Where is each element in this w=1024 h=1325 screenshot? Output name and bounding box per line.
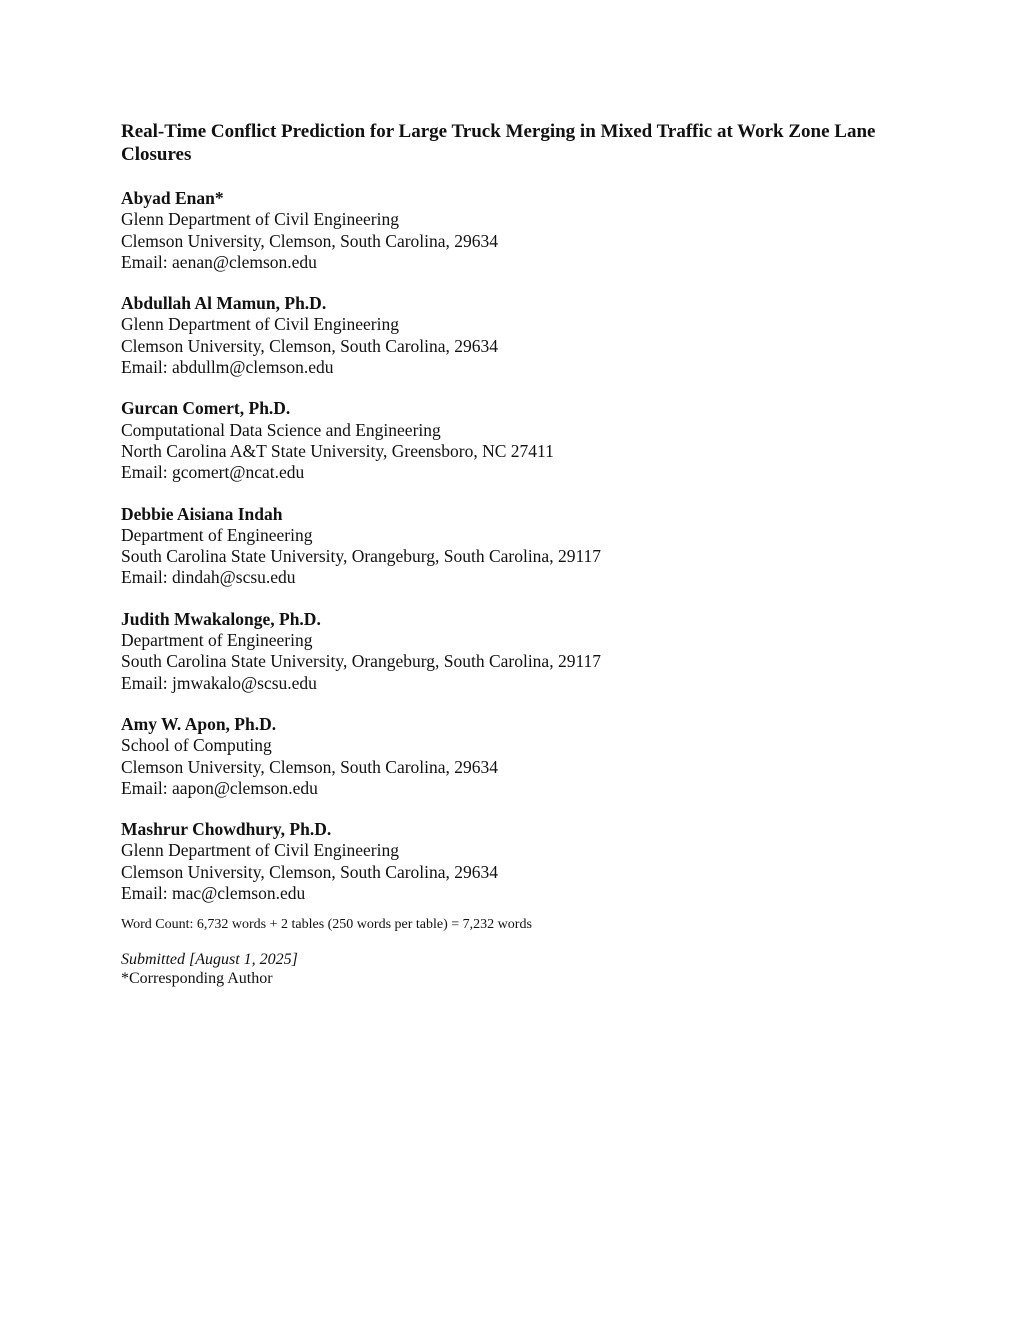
author-department: School of Computing xyxy=(121,735,272,756)
author-email: Email: gcomert@ncat.edu xyxy=(121,462,305,483)
author-block xyxy=(121,188,901,273)
corresponding-author-note: *Corresponding Author xyxy=(121,970,273,988)
paper-title: Real-Time Conflict Prediction for Large Truck Merging in Mixed Traffic at Work Zone Lane Closures xyxy=(121,121,876,165)
author-email: Email: mac@clemson.edu xyxy=(121,883,306,904)
paper-page xyxy=(121,120,901,989)
author-name: Judith Mwakalonge, Ph.D. xyxy=(121,608,321,629)
author-block xyxy=(121,714,901,799)
author-name: Debbie Aisiana Indah xyxy=(121,503,283,524)
author-block xyxy=(121,504,901,589)
author-name: Amy W. Apon, Ph.D. xyxy=(121,713,277,734)
author-department: Computational Data Science and Engineering xyxy=(121,419,441,440)
author-department: Department of Engineering xyxy=(121,630,313,651)
author-institution: Clemson University, Clemson, South Carolina, 29634 xyxy=(121,230,499,251)
author-block xyxy=(121,293,901,378)
author-institution: South Carolina State University, Orangeburg, South Carolina, 29117 xyxy=(121,651,602,672)
author-institution: South Carolina State University, Orangeburg, South Carolina, 29117 xyxy=(121,546,602,567)
author-department: Department of Engineering xyxy=(121,524,313,545)
word-count: Word Count: 6,732 words + 2 tables (250 words per table) = 7,232 words xyxy=(121,917,532,933)
author-name: Mashrur Chowdhury, Ph.D. xyxy=(121,819,332,840)
author-email: Email: dindah@scsu.edu xyxy=(121,567,296,588)
author-block xyxy=(121,609,901,694)
author-department: Glenn Department of Civil Engineering xyxy=(121,840,399,861)
author-block xyxy=(121,819,901,904)
author-block xyxy=(121,398,901,483)
author-email: Email: abdullm@clemson.edu xyxy=(121,357,334,378)
author-name: Abdullah Al Mamun, Ph.D. xyxy=(121,293,327,314)
author-institution: Clemson University, Clemson, South Carolina, 29634 xyxy=(121,861,499,882)
author-name: Abyad Enan* xyxy=(121,188,224,208)
author-department: Glenn Department of Civil Engineering xyxy=(121,209,399,230)
author-email: Email: jmwakalo@scsu.edu xyxy=(121,672,317,693)
author-email: Email: aenan@clemson.edu xyxy=(121,251,317,272)
submitted-date: Submitted [August 1, 2025] xyxy=(121,951,298,969)
author-institution: North Carolina A&T State University, Greensboro, NC 27411 xyxy=(121,440,554,461)
author-email: Email: aapon@clemson.edu xyxy=(121,777,318,798)
author-department: Glenn Department of Civil Engineering xyxy=(121,314,399,335)
author-name: Gurcan Comert, Ph.D. xyxy=(121,398,291,419)
author-institution: Clemson University, Clemson, South Carolina, 29634 xyxy=(121,335,499,356)
author-institution: Clemson University, Clemson, South Carolina, 29634 xyxy=(121,756,499,777)
